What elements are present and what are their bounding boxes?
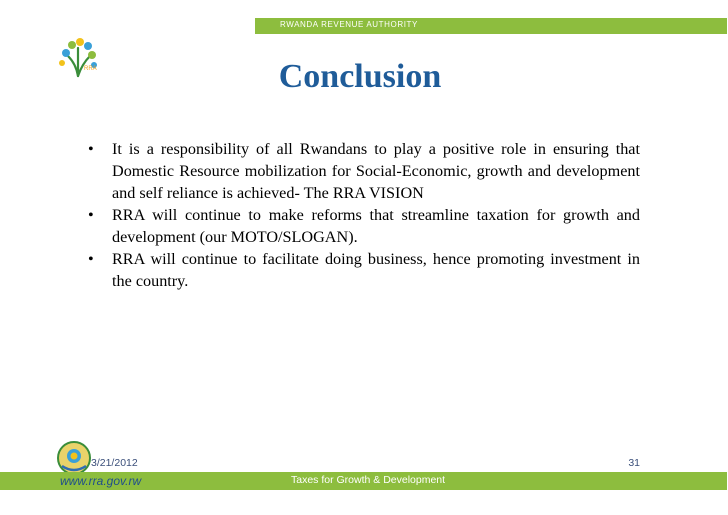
website-link[interactable]: www.rra.gov.rw (60, 474, 142, 488)
organization-name: RWANDA REVENUE AUTHORITY (280, 20, 418, 29)
footer-tagline: Taxes for Growth & Development (291, 474, 446, 486)
bullet-text: It is a responsibility of all Rwandans to play a positive role in ensuring that Domestic Resource mobilization for Social-Economic, growth and development and self reliance is achieved- The RRA VISION (112, 140, 640, 202)
slide-title: Conclusion (278, 58, 442, 95)
bullet-text: RRA will continue to make reforms that streamline taxation for growth and development (our MOTO/SLOGAN). (112, 206, 640, 246)
bullet-item (88, 248, 640, 292)
bullet-icon: • (88, 206, 94, 224)
bullet-icon: • (88, 250, 94, 268)
footer-band (0, 472, 727, 490)
svg-text:RRA: RRA (84, 66, 97, 72)
bullet-list (88, 138, 640, 292)
bullet-icon: • (88, 140, 94, 158)
header-band (255, 18, 727, 34)
rra-logo-icon (56, 36, 100, 82)
slide-date: 3/21/2012 (91, 457, 138, 469)
bullet-item (88, 204, 640, 248)
bullet-item (88, 138, 640, 204)
coat-of-arms-icon (56, 440, 92, 476)
bullet-text: RRA will continue to facilitate doing business, hence promoting investment in the country. (112, 250, 640, 290)
page-number: 31 (628, 457, 640, 469)
